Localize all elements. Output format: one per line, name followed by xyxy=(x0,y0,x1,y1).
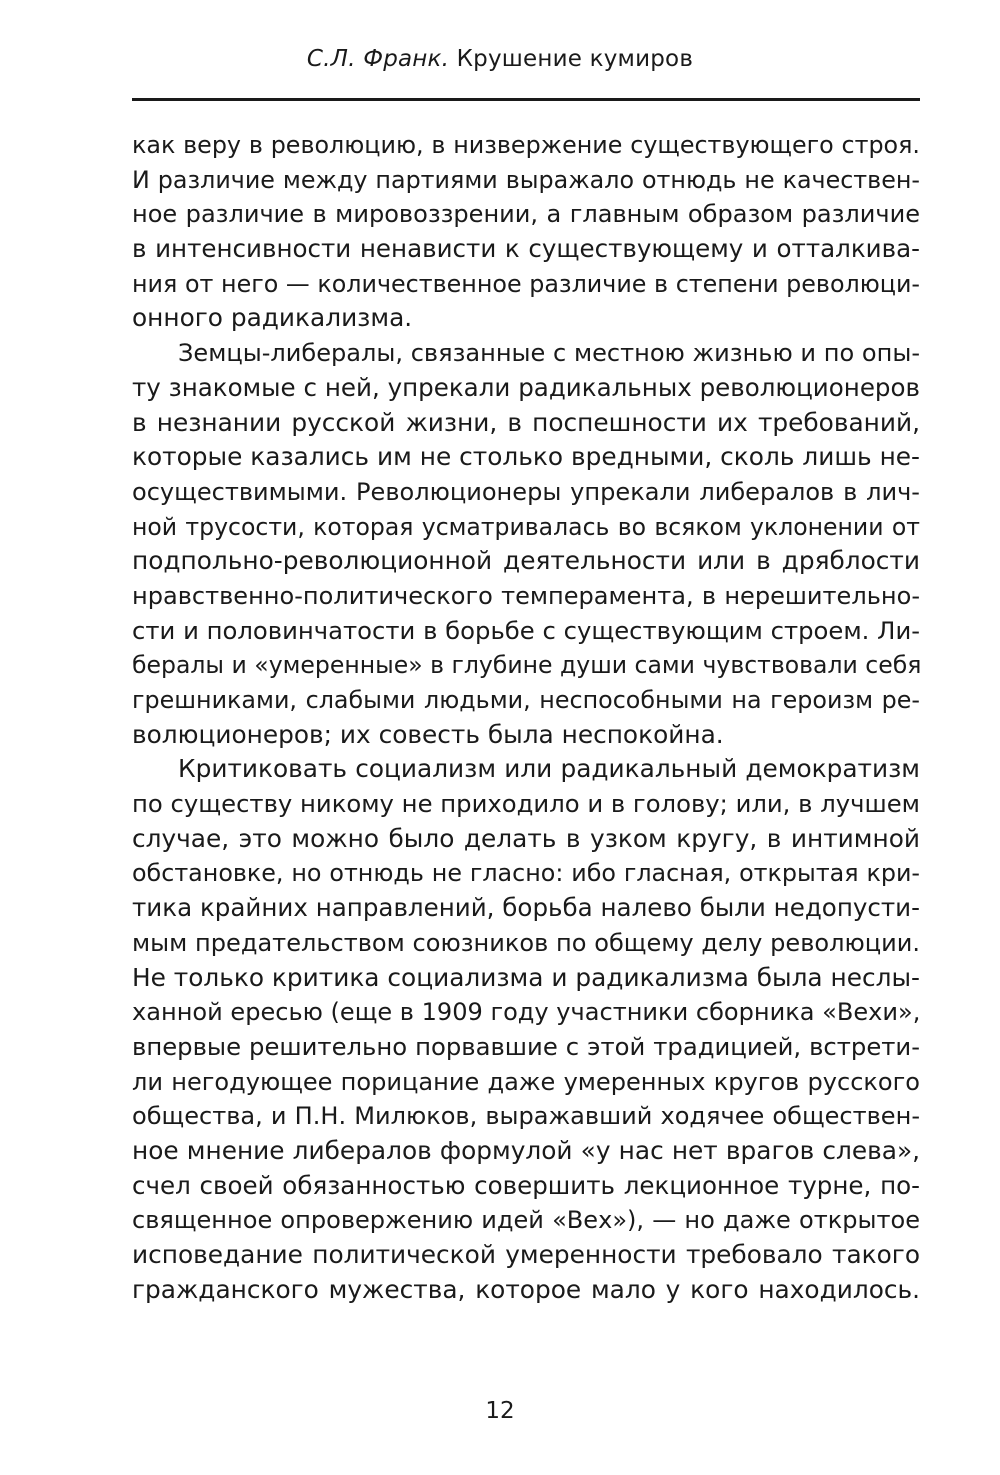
text-line: счел своей обязанностью совершить лекционное турне, по- xyxy=(132,1170,920,1200)
text-line: нравственно-политического темперамента, в нерешительно- xyxy=(132,581,920,610)
text-line: случае, это можно было делать в узком кругу, в интимной xyxy=(132,823,920,853)
text-line: ханной ересью (еще в 1909 году участники сборника «Вехи», xyxy=(132,998,921,1027)
header-title: Крушение кумиров xyxy=(456,46,694,72)
text-line: Земцы-либералы, связанные с местною жизнью и по опы- xyxy=(178,339,920,368)
text-line: подпольно-революционной деятельности или в дряблости xyxy=(132,546,920,576)
text-line: тика крайних направлений, борьба налево были недопусти- xyxy=(132,893,920,923)
text-line: гражданского мужества, которое мало у кого находилось. xyxy=(132,1274,920,1304)
text-line: общества, и П.Н. Милюков, выражавший ходячее обществен- xyxy=(132,1102,920,1131)
text-line: ной трусости, которая усматривалась во всяком уклонении от xyxy=(132,512,920,541)
text-line: И различие между партиями выражало отнюдь не качествен- xyxy=(132,165,920,194)
text-line: священное опровержению идей «Вех»), — но даже открытое xyxy=(132,1206,920,1235)
text-line: в незнании русской жизни, в поспешности их требований, xyxy=(132,407,920,437)
text-line: бералы и «умеренные» в глубине души сами чувствовали себя xyxy=(132,651,922,680)
text-line: в интенсивности ненависти к существующему и отталкива- xyxy=(132,234,920,264)
body-text xyxy=(132,128,920,1307)
text-line: ту знакомые с ней, упрекали радикальных революционеров xyxy=(132,372,920,402)
text-line: ное различие в мировоззрении, а главным образом различие xyxy=(132,200,920,229)
page-number: 12 xyxy=(485,1398,515,1424)
text-line: как веру в революцию, в низвержение существующего строя. xyxy=(132,131,920,159)
text-line: мым предательством союзников по общему делу революции. xyxy=(132,928,920,957)
text-line: исповедание политической умеренности требовало такого xyxy=(132,1240,920,1269)
text-line: осуществимыми. Революционеры упрекали либералов в лич- xyxy=(132,477,920,506)
header-author: С.Л. Франк. xyxy=(306,46,450,72)
text-line: которые казались им не столько вредными, сколь лишь не- xyxy=(132,442,920,472)
text-line: Не только критика социализма и радикализма была неслы- xyxy=(132,962,920,992)
text-line: ния от него — количественное различие в степени революци- xyxy=(132,269,920,298)
text-line: впервые решительно порвавшие с этой традицией, встрети- xyxy=(132,1031,920,1061)
text-line: сти и половинчатости в борьбе с существующим строем. Ли- xyxy=(132,615,920,645)
running-header xyxy=(0,46,1000,72)
header-rule xyxy=(132,98,920,101)
text-line: обстановке, но отнюдь не гласно: ибо гласная, открытая кри- xyxy=(132,859,920,888)
text-line: Критиковать социализм или радикальный демократизм xyxy=(178,754,920,784)
text-line: ное мнение либералов формулой «у нас нет врагов слева», xyxy=(132,1135,920,1165)
text-line: онного радикализма. xyxy=(132,303,413,333)
text-line: волюционеров; их совесть была неспокойна. xyxy=(132,719,724,749)
text-line: по существу никому не приходило и в голову; или, в лучшем xyxy=(132,789,920,819)
text-line: ли негодующее порицание даже умеренных кругов русского xyxy=(132,1067,920,1096)
text-line: грешниками, слабыми людьми, неспособными на героизм ре- xyxy=(132,686,920,714)
